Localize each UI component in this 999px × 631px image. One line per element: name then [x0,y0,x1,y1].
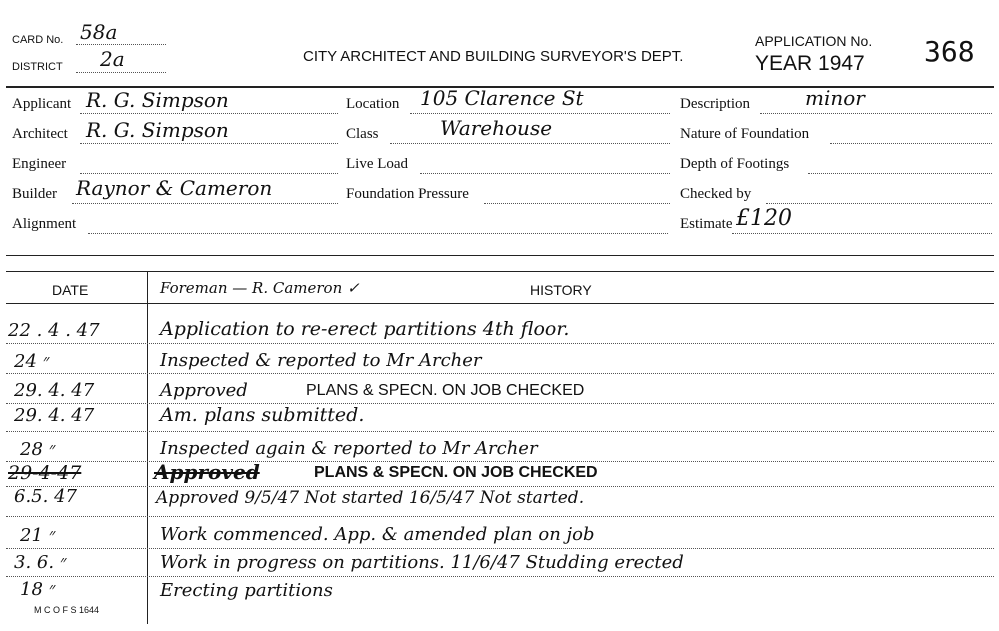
nature-of-foundation-label: Nature of Foundation [680,126,810,142]
description-line [760,113,992,114]
row-date-struck: 29-4-47 [8,462,82,484]
row-text: Inspected & reported to Mr Archer [160,350,482,371]
row-line [6,431,994,432]
depth-of-footings-label: Depth of Footings [680,156,790,172]
application-no-label: APPLICATION No. [755,33,873,49]
row-text: Approved 9/5/47 Not started 16/5/47 Not started. [156,488,585,508]
checked-line [766,203,992,204]
row-date: 18 ״ [20,579,56,600]
date-column-divider [147,272,148,624]
class-line [390,143,670,144]
estimate-label: Estimate [680,216,733,232]
row-date: 24 ״ [14,351,50,372]
row-line [6,486,994,487]
alignment-line [88,233,668,234]
estimate-line [732,233,992,234]
description-label: Description [680,96,750,112]
row-line [6,403,994,404]
form-code: M C O F S 1644 [34,605,100,615]
row-date: 22 . 4 . 47 [8,320,100,341]
row-date: 3. 6. ״ [14,552,67,573]
estimate-value: £120 [736,206,792,231]
checked-by-label: Checked by [680,186,752,202]
engineer-line [80,173,338,174]
row-date: 29. 4. 47 [14,405,95,426]
nature-line [830,143,992,144]
row-stamp: PLANS & SPECN. ON JOB CHECKED [314,464,598,481]
foreman-note: Foreman — R. Cameron ✓ [160,279,360,297]
district-value: 2a [100,47,125,71]
row-date: 21 ״ [20,525,56,546]
applicant-line [80,113,338,114]
table-header-rule [6,303,994,304]
location-value: 105 Clarence St [420,86,584,110]
live-load-label: Live Load [346,156,409,172]
class-value: Warehouse [440,116,553,140]
details-rule-1 [6,255,994,256]
row-line [6,343,994,344]
builder-label: Builder [12,186,57,202]
details-rule-2 [6,271,994,272]
foundation-pressure-label: Foundation Pressure [346,186,469,202]
row-date: 29. 4. 47 [14,380,95,401]
row-text: Work in progress on partitions. 11/6/47 Studding erected [160,552,684,573]
architect-line [80,143,338,144]
class-label: Class [346,126,379,142]
alignment-label: Alignment [12,216,77,232]
builder-value: Raynor & Cameron [76,176,273,200]
architect-label: Architect [12,126,68,142]
card-no-value: 58a [80,20,118,44]
history-column-header: HISTORY [530,282,592,298]
row-line [6,576,994,577]
row-line [6,373,994,374]
row-text-struck: Approved [154,460,260,484]
architect-value: R. G. Simpson [86,118,229,142]
location-line [410,113,670,114]
engineer-label: Engineer [12,156,67,172]
foundation-pressure-line [484,203,670,204]
district-label: DISTRICT [12,61,63,73]
date-column-header: DATE [52,282,89,298]
applicant-label: Applicant [12,96,72,112]
row-text: Inspected again & reported to Mr Archer [160,438,538,459]
live-load-line [420,173,670,174]
row-line [6,548,994,549]
card-no-line [76,44,166,45]
depth-line [808,173,992,174]
row-text: Approved [160,380,248,401]
row-date: 28 ״ [20,439,56,460]
district-line [76,72,166,73]
description-value: minor [805,86,865,110]
application-no: 368 [924,35,975,68]
row-text: Work commenced. App. & amended plan on job [160,524,595,545]
card-no-label: CARD No. [12,34,64,46]
row-text: Am. plans submitted. [160,404,365,426]
dept-title: CITY ARCHITECT AND BUILDING SURVEYOR'S DEPT. [303,48,684,65]
row-text: Application to re-erect partitions 4th floor. [160,318,570,340]
row-date: 6.5. 47 [14,486,77,507]
builder-line [72,203,338,204]
location-label: Location [346,96,400,112]
year-label: YEAR 1947 [755,52,865,75]
row-line [6,516,994,517]
applicant-value: R. G. Simpson [86,88,229,112]
row-text: Erecting partitions [160,580,333,601]
row-stamp: PLANS & SPECN. ON JOB CHECKED [306,382,585,399]
